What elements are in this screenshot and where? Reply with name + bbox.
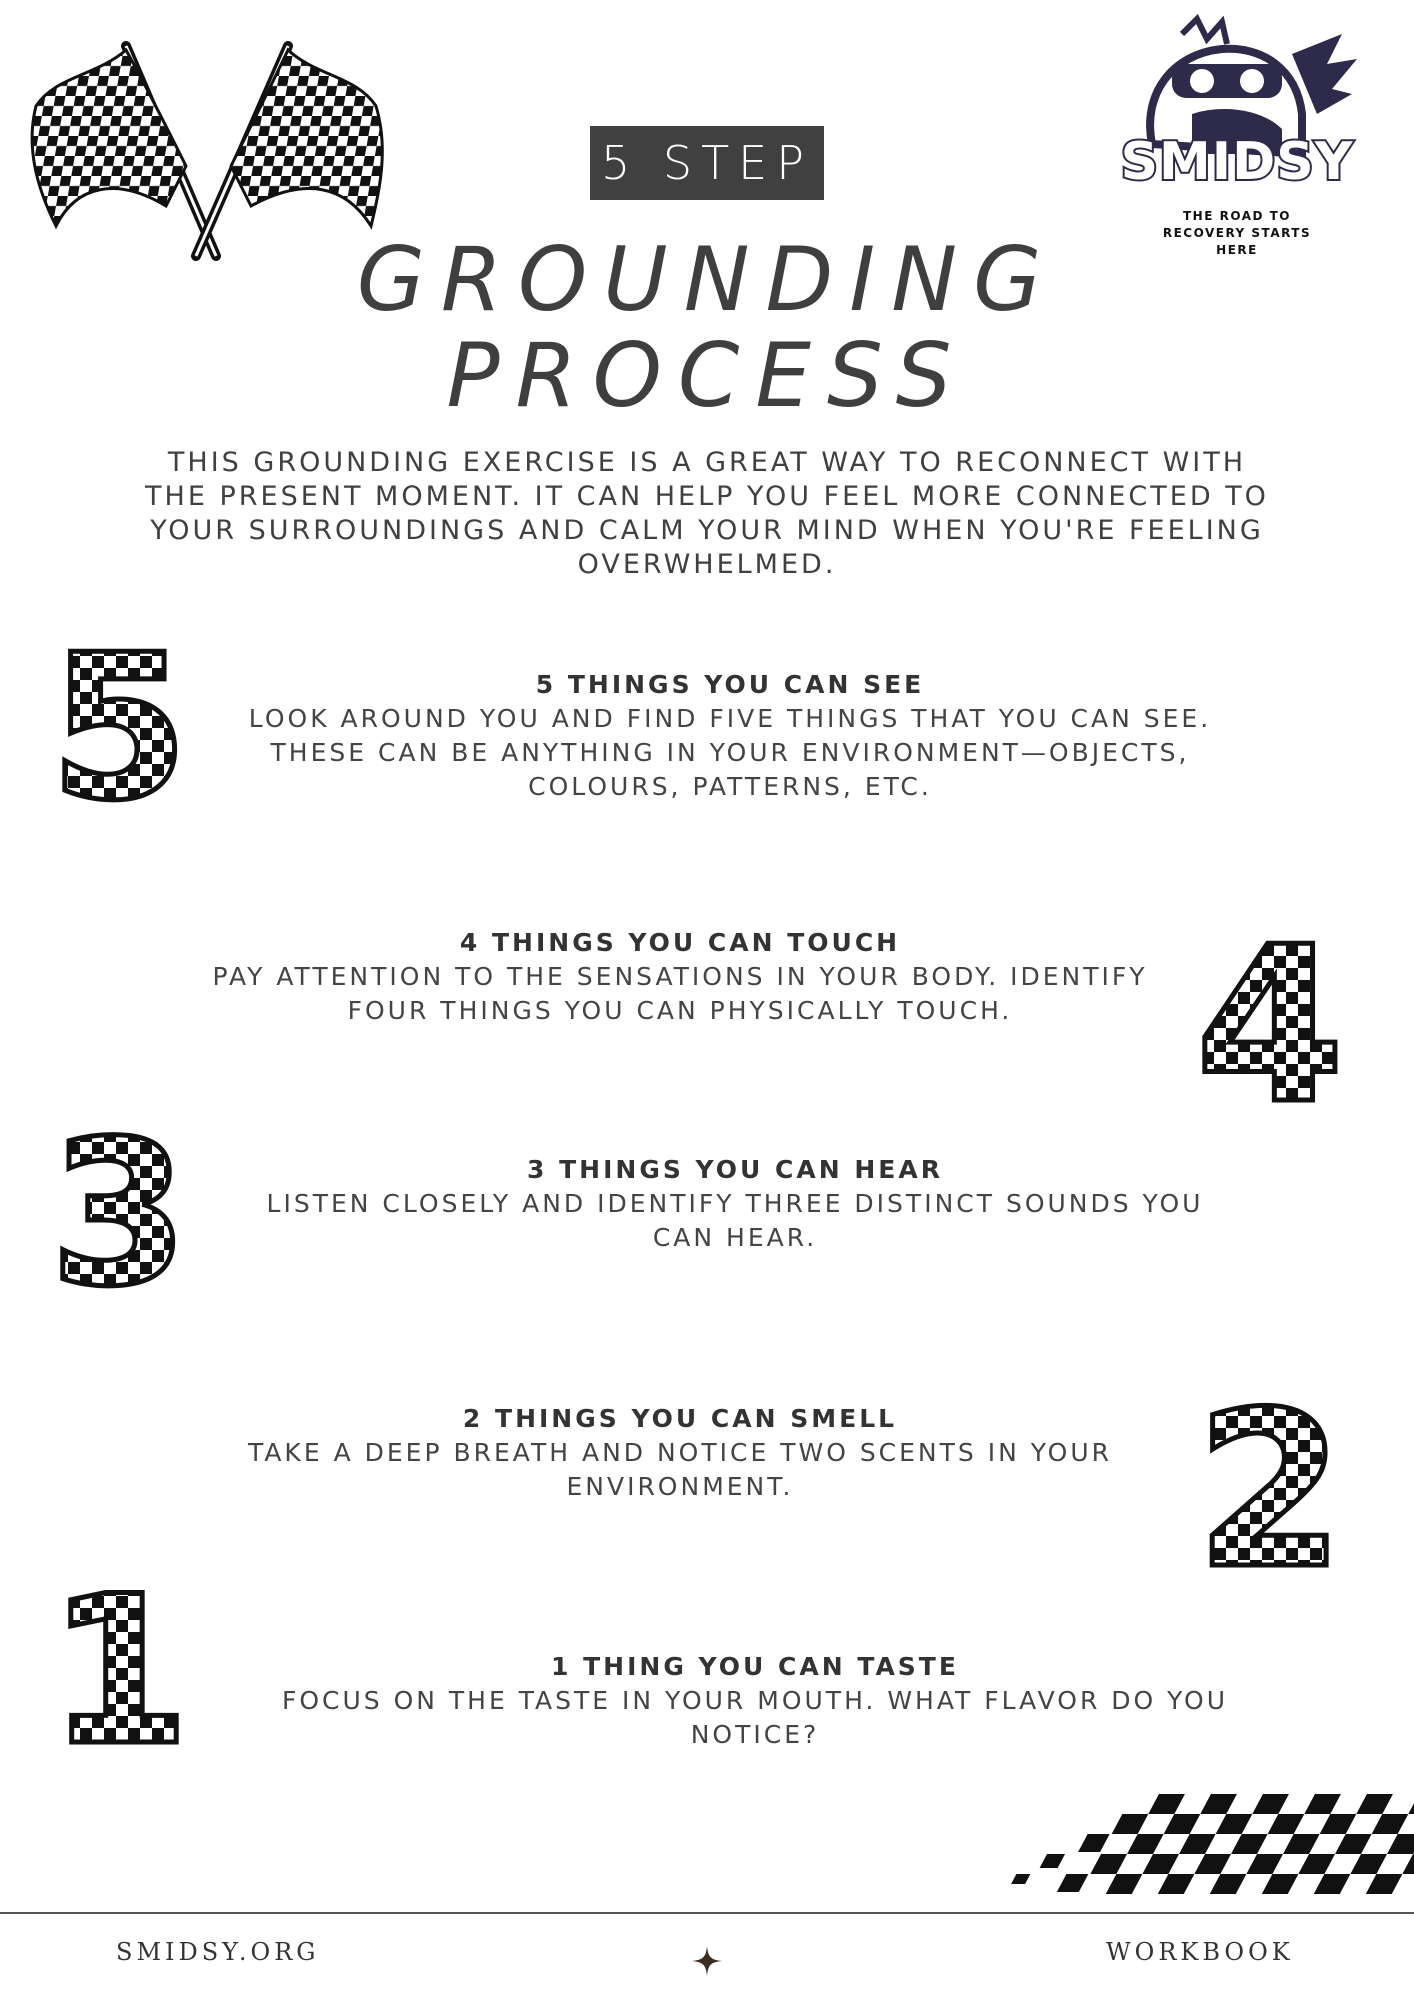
step-heading: 4 THINGS YOU CAN TOUCH bbox=[459, 928, 901, 957]
title-line-1: GROUNDING bbox=[356, 228, 1058, 331]
svg-text:5: 5 bbox=[49, 632, 189, 807]
smidsy-logo bbox=[1112, 14, 1362, 264]
logo-tagline-1: THE ROAD TO bbox=[1182, 209, 1292, 223]
step-see bbox=[220, 668, 1240, 804]
checkered-banner-icon bbox=[1000, 1792, 1414, 1904]
footer-site: SMIDSY.ORG bbox=[116, 1938, 320, 1966]
step-smell bbox=[220, 1402, 1140, 1504]
step-heading: 1 THING YOU CAN TASTE bbox=[551, 1652, 959, 1681]
numeral-3-icon bbox=[44, 1118, 194, 1293]
step-body: LOOK AROUND YOU AND FIND FIVE THINGS THAT YOU CAN SEE. THESE CAN BE ANYTHING IN YOUR ENVIRONMENT—OBJECTS, COLOURS, PATTERNS, ETC. bbox=[248, 704, 1212, 801]
step-body: TAKE A DEEP BREATH AND NOTICE TWO SCENTS IN YOUR ENVIRONMENT. bbox=[248, 1438, 1112, 1501]
step-body: PAY ATTENTION TO THE SENSATIONS IN YOUR BODY. IDENTIFY FOUR THINGS YOU CAN PHYSICALLY TOUCH. bbox=[212, 962, 1148, 1025]
checkered-flags-icon bbox=[26, 36, 392, 262]
step-heading: 2 THINGS YOU CAN SMELL bbox=[462, 1404, 898, 1433]
step-badge: 5 STEP bbox=[590, 126, 824, 200]
footer-workbook: WORKBOOK bbox=[1106, 1938, 1294, 1966]
footer-divider bbox=[0, 1912, 1414, 1914]
sparkle-star-icon bbox=[690, 1944, 724, 1978]
numeral-2-icon bbox=[1190, 1380, 1350, 1575]
title-line-2: PROCESS bbox=[446, 324, 968, 427]
step-body: FOCUS ON THE TASTE IN YOUR MOUTH. WHAT FLAVOR DO YOU NOTICE? bbox=[281, 1686, 1229, 1749]
numeral-5-icon bbox=[44, 632, 194, 807]
step-taste bbox=[250, 1650, 1260, 1752]
svg-text:2: 2 bbox=[1195, 1380, 1345, 1575]
step-hear bbox=[230, 1153, 1240, 1255]
step-heading: 3 THINGS YOU CAN HEAR bbox=[527, 1155, 943, 1184]
intro-text: THIS GROUNDING EXERCISE IS A GREAT WAY TO RECONNECT WITH THE PRESENT MOMENT. IT CAN HELP YOU FEEL MORE CONNECTED TO YOUR SURROUNDINGS AND CALM YOUR MIND WHEN YOU'RE FEELING OVERWHELMED. bbox=[145, 447, 1269, 580]
svg-text:4: 4 bbox=[1195, 920, 1345, 1110]
svg-text:3: 3 bbox=[49, 1118, 189, 1293]
numeral-1-icon bbox=[44, 1572, 194, 1752]
svg-text:1: 1 bbox=[47, 1572, 191, 1752]
step-touch bbox=[180, 926, 1180, 1028]
logo-tagline-3: HERE bbox=[1216, 243, 1258, 257]
logo-name: SMIDSY bbox=[1120, 132, 1354, 192]
step-body: LISTEN CLOSELY AND IDENTIFY THREE DISTINCT SOUNDS YOU CAN HEAR. bbox=[266, 1189, 1204, 1252]
numeral-4-icon bbox=[1190, 920, 1350, 1110]
step-heading: 5 THINGS YOU CAN SEE bbox=[535, 670, 925, 699]
logo-tagline-2: RECOVERY STARTS bbox=[1162, 226, 1312, 240]
